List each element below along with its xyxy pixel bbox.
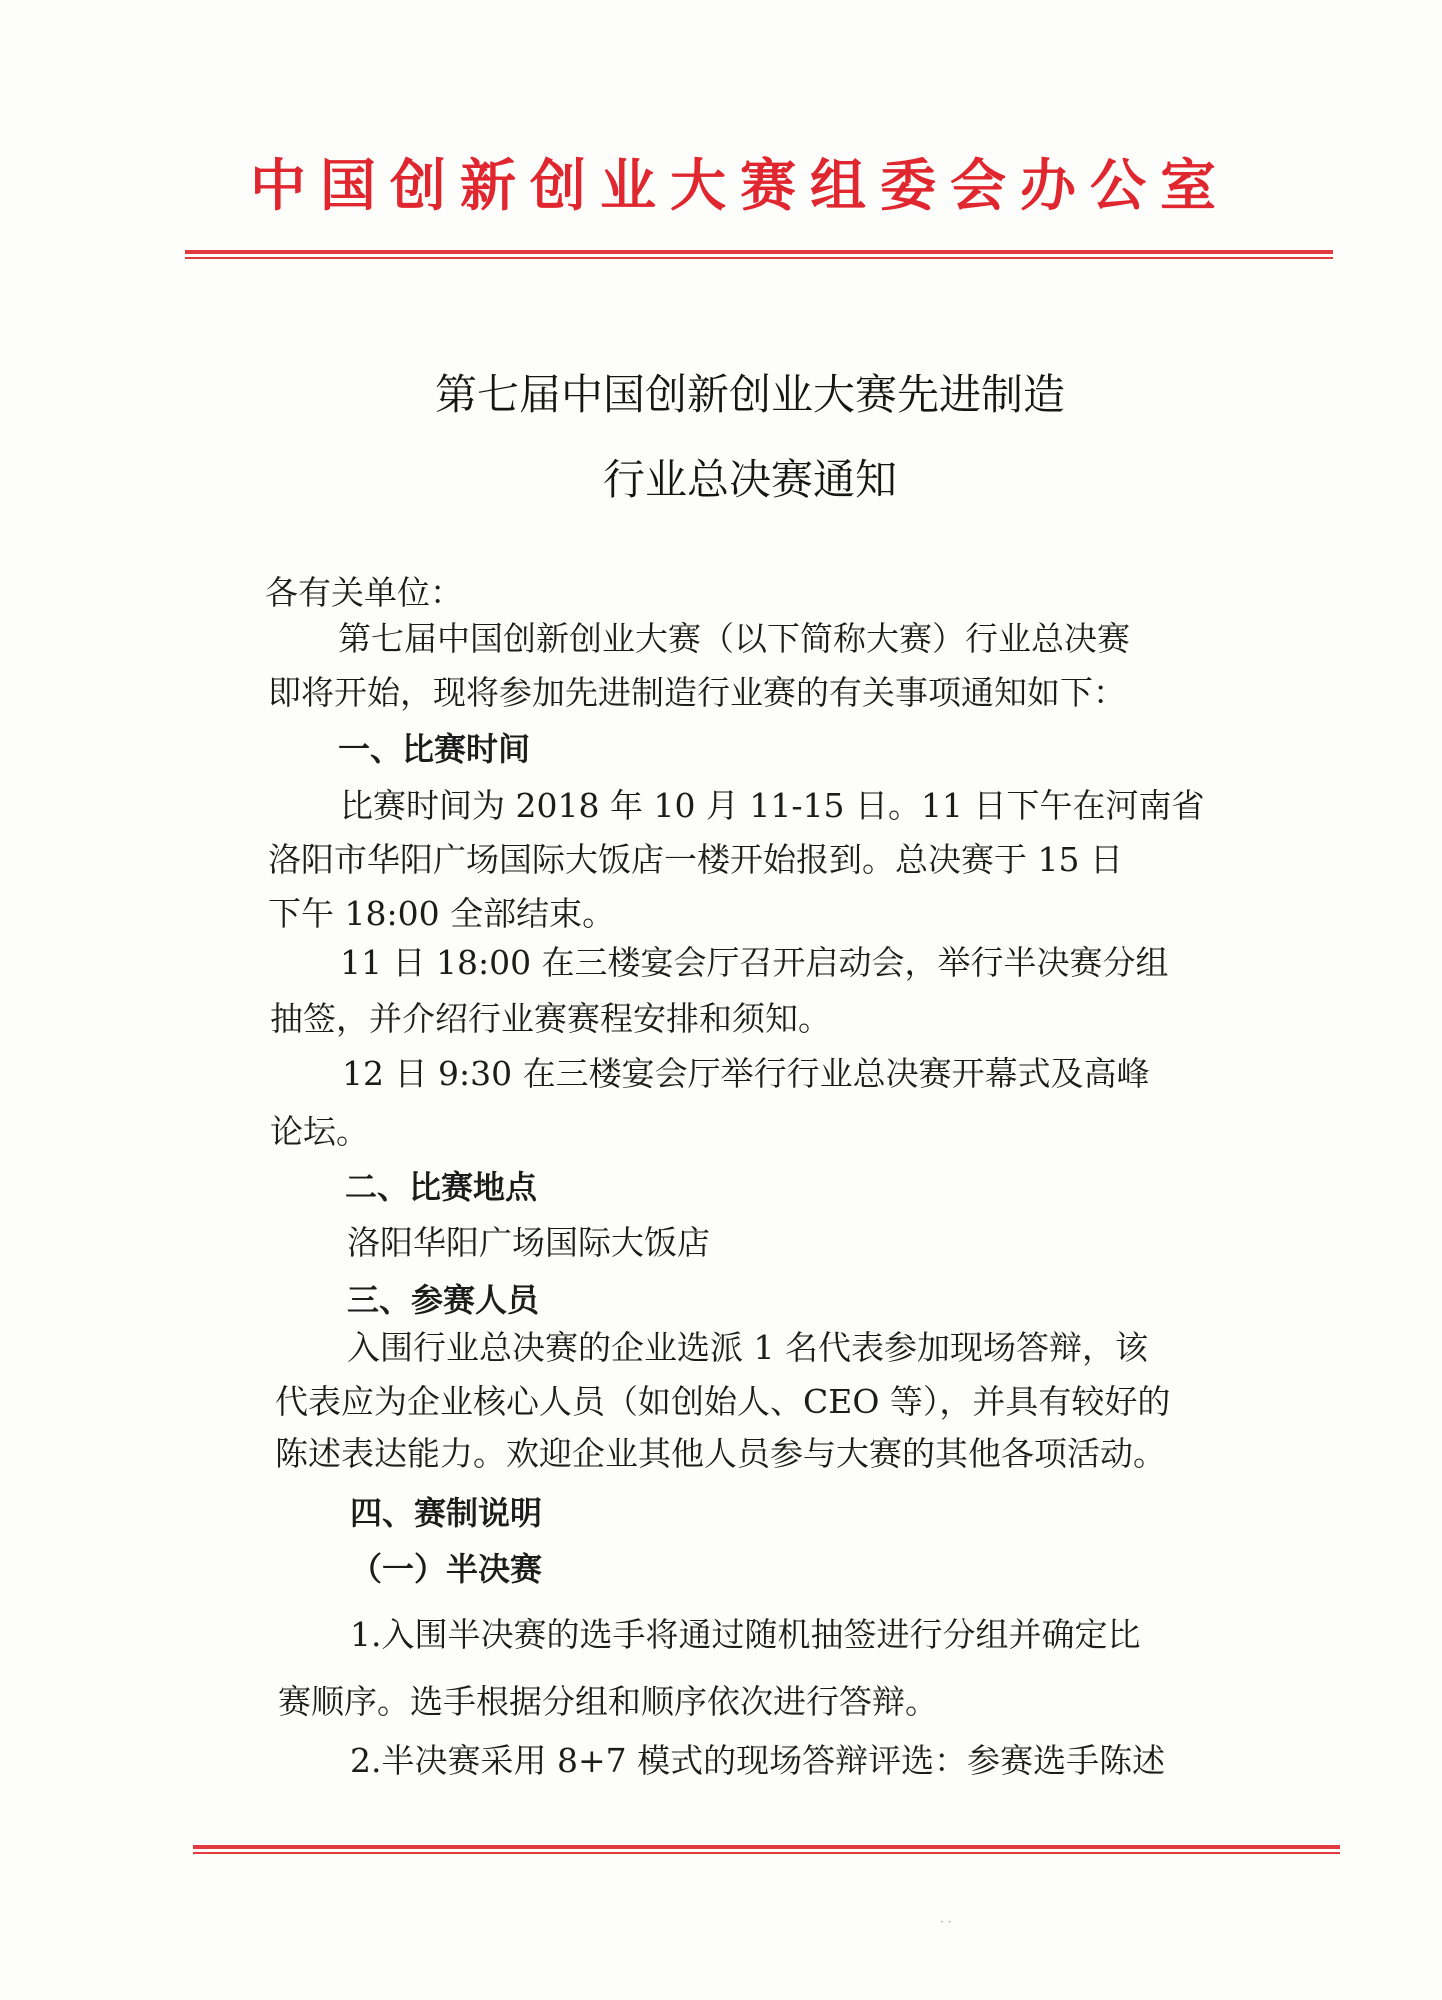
body-line: 赛顺序。选手根据分组和顺序依次进行答辩。: [278, 1682, 938, 1721]
body-line: 洛阳市华阳广场国际大饭店一楼开始报到。总决赛于 15 日: [268, 840, 1123, 879]
body-line: 即将开始，现将参加先进制造行业赛的有关事项通知如下：: [268, 673, 1126, 712]
footer-divider: [193, 1845, 1340, 1854]
letterhead-divider: [185, 250, 1333, 259]
body-line: 2.半决赛采用 8+7 模式的现场答辩评选：参赛选手陈述: [350, 1741, 1166, 1780]
subsection-heading-semifinal: （一）半决赛: [350, 1550, 543, 1588]
scan-specks: · ·: [940, 1915, 952, 1929]
document-title-line-1: 第七届中国创新创业大赛先进制造: [434, 370, 1065, 419]
salutation: 各有关单位：: [265, 573, 463, 612]
body-line: 抽签，并介绍行业赛赛程安排和须知。: [270, 999, 831, 1038]
body-line: 入围行业总决赛的企业选派 1 名代表参加现场答辩，该: [347, 1328, 1148, 1367]
body-line: 11 日 18:00 在三楼宴会厅召开启动会，举行半决赛分组: [340, 943, 1169, 982]
body-line: 下午 18:00 全部结束。: [268, 894, 616, 933]
body-line: 洛阳华阳广场国际大饭店: [347, 1223, 710, 1262]
body-line: 比赛时间为 2018 年 10 月 11-15 日。11 日下午在河南省: [340, 786, 1205, 825]
section-heading-venue: 二、比赛地点: [345, 1168, 538, 1206]
section-heading-participants: 三、参赛人员: [347, 1281, 540, 1319]
body-line: 1.入围半决赛的选手将通过随机抽签进行分组并确定比: [350, 1615, 1141, 1654]
body-line: 12 日 9:30 在三楼宴会厅举行行业总决赛开幕式及高峰: [342, 1054, 1150, 1093]
body-line: 论坛。: [270, 1112, 369, 1151]
section-heading-time: 一、比赛时间: [338, 730, 531, 768]
body-line: 代表应为企业核心人员（如创始人、CEO 等），并具有较好的: [275, 1382, 1171, 1421]
body-line: 第七届中国创新创业大赛（以下简称大赛）行业总决赛: [338, 619, 1130, 658]
body-line: 陈述表达能力。欢迎企业其他人员参与大赛的其他各项活动。: [275, 1434, 1166, 1473]
section-heading-rules: 四、赛制说明: [350, 1494, 543, 1532]
document-title-line-2: 行业总决赛通知: [602, 455, 897, 504]
letterhead-title: 中国创新创业大赛组委会办公室: [250, 153, 1230, 219]
